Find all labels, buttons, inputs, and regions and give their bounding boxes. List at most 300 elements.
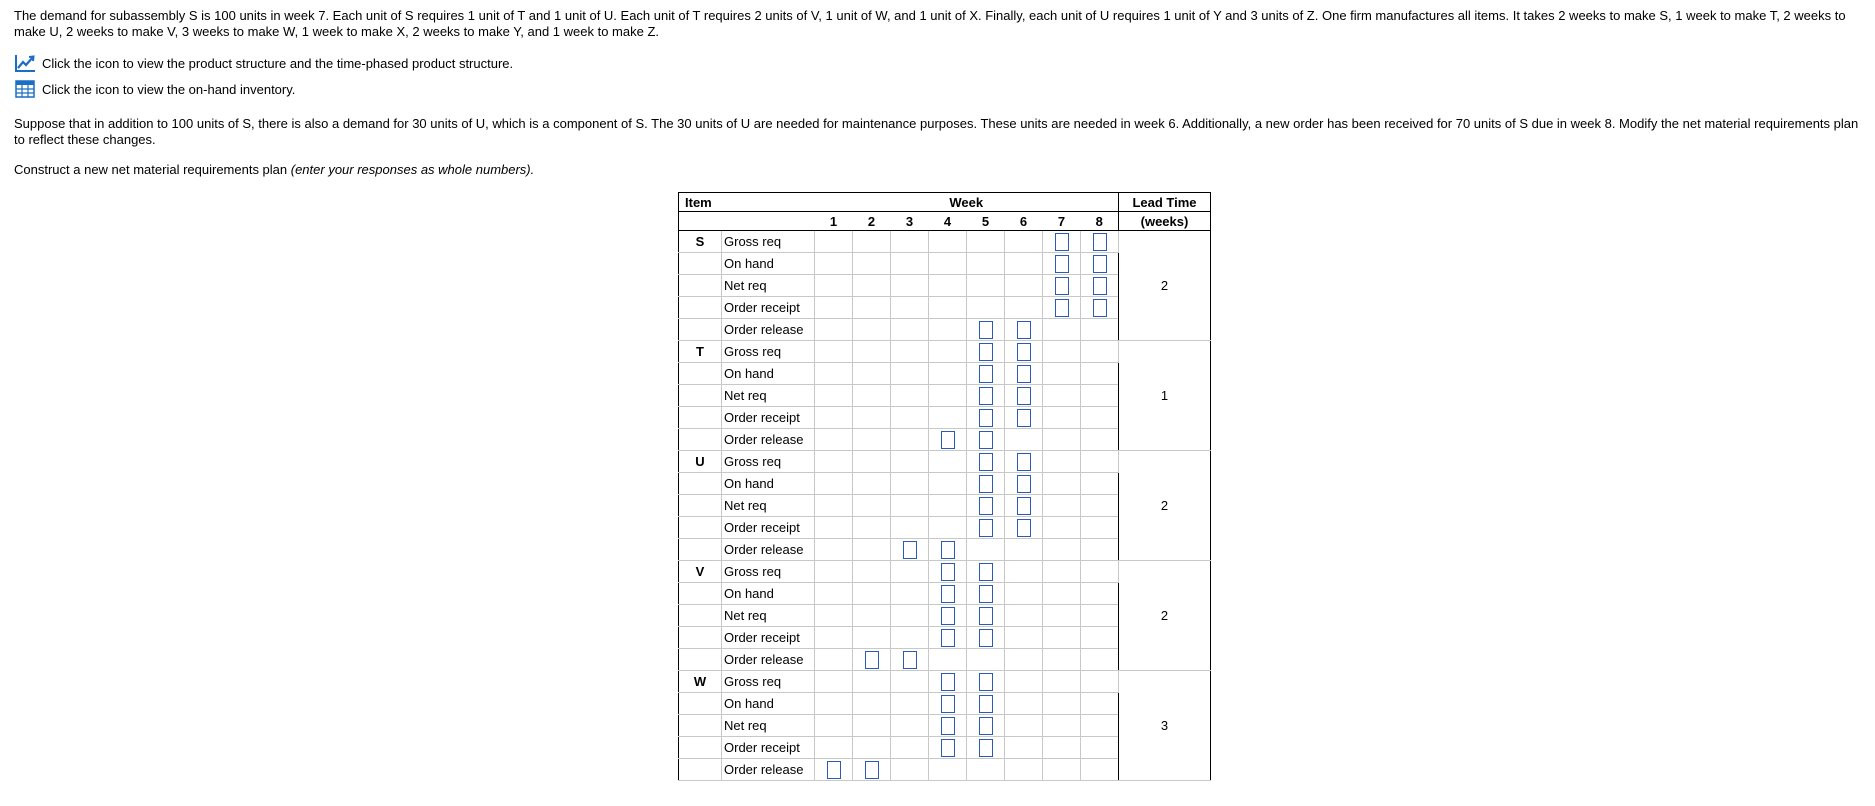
week-cell-5 bbox=[967, 737, 1005, 759]
week-cell-6 bbox=[1005, 561, 1043, 583]
week-cell-5 bbox=[967, 539, 1005, 561]
week-cell-2 bbox=[853, 539, 891, 561]
answer-input-t-net-req-week-6[interactable] bbox=[1017, 387, 1031, 405]
week-cell-8 bbox=[1081, 407, 1119, 429]
week-header-3: 3 bbox=[891, 212, 929, 231]
week-cell-1 bbox=[815, 561, 853, 583]
lead-time-t: 1 bbox=[1119, 341, 1211, 451]
week-cell-5 bbox=[967, 231, 1005, 253]
mrp-row-w-gross-req bbox=[679, 671, 1211, 693]
week-cell-5 bbox=[967, 275, 1005, 297]
answer-input-s-gross-req-week-8[interactable] bbox=[1093, 233, 1107, 251]
week-cell-7 bbox=[1043, 715, 1081, 737]
answer-input-w-net-req-week-4[interactable] bbox=[941, 717, 955, 735]
week-cell-4 bbox=[929, 407, 967, 429]
week-cell-8 bbox=[1081, 297, 1119, 319]
week-cell-6 bbox=[1005, 627, 1043, 649]
week-cell-7 bbox=[1043, 605, 1081, 627]
week-cell-5 bbox=[967, 341, 1005, 363]
item-name-t: T bbox=[679, 341, 722, 363]
answer-input-u-on-hand-week-5[interactable] bbox=[979, 475, 993, 493]
week-cell-7 bbox=[1043, 231, 1081, 253]
week-cell-8 bbox=[1081, 517, 1119, 539]
week-cell-5 bbox=[967, 649, 1005, 671]
row-label: Net req bbox=[722, 385, 815, 407]
item-name-spacer bbox=[679, 495, 722, 517]
week-cell-4 bbox=[929, 429, 967, 451]
answer-input-v-on-hand-week-5[interactable] bbox=[979, 585, 993, 603]
week-cell-2 bbox=[853, 627, 891, 649]
answer-input-w-order-receipt-week-4[interactable] bbox=[941, 739, 955, 757]
row-label: Order receipt bbox=[722, 517, 815, 539]
week-cell-4 bbox=[929, 693, 967, 715]
week-cell-3 bbox=[891, 363, 929, 385]
week-cell-5 bbox=[967, 715, 1005, 737]
week-cell-2 bbox=[853, 319, 891, 341]
week-cell-5 bbox=[967, 407, 1005, 429]
week-cell-7 bbox=[1043, 385, 1081, 407]
week-cell-4 bbox=[929, 275, 967, 297]
item-name-v: V bbox=[679, 561, 722, 583]
week-cell-1 bbox=[815, 583, 853, 605]
week-cell-3 bbox=[891, 737, 929, 759]
week-cell-1 bbox=[815, 363, 853, 385]
week-cell-8 bbox=[1081, 275, 1119, 297]
answer-input-u-order-release-week-4[interactable] bbox=[941, 541, 955, 559]
answer-input-w-on-hand-week-4[interactable] bbox=[941, 695, 955, 713]
lead-time-v: 2 bbox=[1119, 561, 1211, 671]
week-cell-6 bbox=[1005, 231, 1043, 253]
week-cell-1 bbox=[815, 231, 853, 253]
week-cell-8 bbox=[1081, 363, 1119, 385]
answer-input-s-order-receipt-week-8[interactable] bbox=[1093, 299, 1107, 317]
table-grid-icon[interactable] bbox=[14, 79, 36, 99]
answer-input-t-order-receipt-week-5[interactable] bbox=[979, 409, 993, 427]
week-cell-5 bbox=[967, 319, 1005, 341]
week-cell-8 bbox=[1081, 495, 1119, 517]
week-cell-7 bbox=[1043, 649, 1081, 671]
week-cell-3 bbox=[891, 517, 929, 539]
week-cell-2 bbox=[853, 605, 891, 627]
week-header-5: 5 bbox=[967, 212, 1005, 231]
week-cell-5 bbox=[967, 363, 1005, 385]
week-cell-1 bbox=[815, 539, 853, 561]
week-cell-5 bbox=[967, 495, 1005, 517]
week-cell-3 bbox=[891, 715, 929, 737]
scenario-text: Suppose that in addition to 100 units of S, there is also a demand for 30 units of U, which is a component of S. The 30 units of U are needed for maintenance purposes. These units are needed in week 6. Additionally, a new order has been received for 70 units of S due in week 8. Modify the net material requirements plan to reflect these changes. bbox=[14, 116, 1859, 147]
week-cell-4 bbox=[929, 737, 967, 759]
week-cell-4 bbox=[929, 451, 967, 473]
answer-input-t-gross-req-week-6[interactable] bbox=[1017, 343, 1031, 361]
answer-input-t-order-receipt-week-6[interactable] bbox=[1017, 409, 1031, 427]
mrp-row-u-gross-req bbox=[679, 451, 1211, 473]
item-column-header: Item bbox=[679, 193, 815, 212]
item-name-spacer bbox=[679, 253, 722, 275]
row-label: Gross req bbox=[722, 451, 815, 473]
week-cell-6 bbox=[1005, 737, 1043, 759]
week-cell-4 bbox=[929, 759, 967, 781]
week-cell-1 bbox=[815, 715, 853, 737]
week-cell-7 bbox=[1043, 319, 1081, 341]
problem-statement: The demand for subassembly S is 100 units in week 7. Each unit of S requires 1 unit of T and 1 unit of U. Each unit of T requires 2 units of V, 1 unit of W, and 1 unit of X. Finally, each unit of U requires 1 unit of Y and 3 units of Z. One firm manufactures all items. It takes 2 weeks to make S, 1 week to make T, 2 weeks to make U, 2 weeks to make V, 3 weeks to make W, 1 week to make X, 2 weeks to make Y, and 1 week to make Z. bbox=[14, 8, 1846, 39]
week-cell-1 bbox=[815, 275, 853, 297]
answer-input-u-net-req-week-6[interactable] bbox=[1017, 497, 1031, 515]
week-cell-4 bbox=[929, 627, 967, 649]
week-cell-7 bbox=[1043, 253, 1081, 275]
item-name-spacer bbox=[679, 385, 722, 407]
item-name-spacer bbox=[679, 429, 722, 451]
row-label: Gross req bbox=[722, 231, 815, 253]
week-cell-1 bbox=[815, 517, 853, 539]
week-cell-1 bbox=[815, 737, 853, 759]
week-cell-3 bbox=[891, 275, 929, 297]
week-cell-4 bbox=[929, 473, 967, 495]
week-cell-1 bbox=[815, 341, 853, 363]
week-cell-2 bbox=[853, 473, 891, 495]
row-label: Gross req bbox=[722, 671, 815, 693]
row-label: Order receipt bbox=[722, 407, 815, 429]
week-cell-1 bbox=[815, 495, 853, 517]
week-cell-7 bbox=[1043, 275, 1081, 297]
item-name-u: U bbox=[679, 451, 722, 473]
week-cell-1 bbox=[815, 385, 853, 407]
answer-input-v-order-release-week-2[interactable] bbox=[865, 651, 879, 669]
week-cell-1 bbox=[815, 297, 853, 319]
week-cell-5 bbox=[967, 253, 1005, 275]
answer-input-u-order-receipt-week-5[interactable] bbox=[979, 519, 993, 537]
week-cell-4 bbox=[929, 253, 967, 275]
product-structure-link[interactable] bbox=[14, 53, 513, 73]
week-header-2: 2 bbox=[853, 212, 891, 231]
week-cell-1 bbox=[815, 605, 853, 627]
mrp-row-v-gross-req bbox=[679, 561, 1211, 583]
week-cell-8 bbox=[1081, 231, 1119, 253]
mrp-row-t-gross-req bbox=[679, 341, 1211, 363]
week-cell-6 bbox=[1005, 605, 1043, 627]
answer-input-t-order-release-week-5[interactable] bbox=[979, 431, 993, 449]
week-cell-5 bbox=[967, 583, 1005, 605]
week-cell-4 bbox=[929, 715, 967, 737]
week-cell-3 bbox=[891, 473, 929, 495]
week-cell-2 bbox=[853, 649, 891, 671]
answer-input-v-order-receipt-week-5[interactable] bbox=[979, 629, 993, 647]
week-cell-2 bbox=[853, 451, 891, 473]
lead-time-units-header: (weeks) bbox=[1119, 212, 1211, 231]
week-cell-3 bbox=[891, 385, 929, 407]
week-cell-2 bbox=[853, 363, 891, 385]
week-cell-4 bbox=[929, 363, 967, 385]
item-header-spacer bbox=[679, 212, 815, 231]
item-name-spacer bbox=[679, 473, 722, 495]
week-cell-3 bbox=[891, 671, 929, 693]
week-cell-7 bbox=[1043, 737, 1081, 759]
week-cell-8 bbox=[1081, 715, 1119, 737]
week-cell-4 bbox=[929, 561, 967, 583]
week-cell-6 bbox=[1005, 341, 1043, 363]
on-hand-inventory-link[interactable] bbox=[14, 79, 295, 99]
week-cell-1 bbox=[815, 671, 853, 693]
on-hand-inventory-link-text: Click the icon to view the on-hand inventory. bbox=[42, 81, 296, 97]
answer-input-t-net-req-week-5[interactable] bbox=[979, 387, 993, 405]
answer-input-v-order-receipt-week-4[interactable] bbox=[941, 629, 955, 647]
week-cell-5 bbox=[967, 759, 1005, 781]
row-label: On hand bbox=[722, 253, 815, 275]
item-name-spacer bbox=[679, 715, 722, 737]
week-cell-4 bbox=[929, 539, 967, 561]
week-header-7: 7 bbox=[1043, 212, 1081, 231]
answer-input-w-order-receipt-week-5[interactable] bbox=[979, 739, 993, 757]
week-cell-8 bbox=[1081, 341, 1119, 363]
answer-input-u-gross-req-week-6[interactable] bbox=[1017, 453, 1031, 471]
week-cell-7 bbox=[1043, 517, 1081, 539]
item-name-spacer bbox=[679, 627, 722, 649]
week-cell-3 bbox=[891, 253, 929, 275]
item-name-spacer bbox=[679, 649, 722, 671]
week-cell-3 bbox=[891, 297, 929, 319]
week-cell-7 bbox=[1043, 539, 1081, 561]
week-cell-1 bbox=[815, 451, 853, 473]
week-cell-2 bbox=[853, 429, 891, 451]
week-cell-5 bbox=[967, 693, 1005, 715]
week-cell-2 bbox=[853, 253, 891, 275]
row-label: Order receipt bbox=[722, 737, 815, 759]
row-label: Order release bbox=[722, 539, 815, 561]
week-cell-6 bbox=[1005, 539, 1043, 561]
week-cell-7 bbox=[1043, 671, 1081, 693]
week-cell-4 bbox=[929, 297, 967, 319]
week-cell-5 bbox=[967, 627, 1005, 649]
week-cell-2 bbox=[853, 341, 891, 363]
week-cell-2 bbox=[853, 275, 891, 297]
answer-input-u-on-hand-week-6[interactable] bbox=[1017, 475, 1031, 493]
row-label: Net req bbox=[722, 495, 815, 517]
item-name-spacer bbox=[679, 297, 722, 319]
week-cell-1 bbox=[815, 473, 853, 495]
week-cell-3 bbox=[891, 583, 929, 605]
week-cell-6 bbox=[1005, 275, 1043, 297]
week-cell-2 bbox=[853, 737, 891, 759]
answer-input-w-net-req-week-5[interactable] bbox=[979, 717, 993, 735]
line-chart-icon[interactable] bbox=[14, 53, 36, 73]
week-cell-5 bbox=[967, 473, 1005, 495]
answer-input-u-order-receipt-week-6[interactable] bbox=[1017, 519, 1031, 537]
week-cell-5 bbox=[967, 561, 1005, 583]
week-cell-8 bbox=[1081, 737, 1119, 759]
answer-input-w-gross-req-week-4[interactable] bbox=[941, 673, 955, 691]
week-cell-3 bbox=[891, 319, 929, 341]
item-name-spacer bbox=[679, 759, 722, 781]
answer-input-v-net-req-week-5[interactable] bbox=[979, 607, 993, 625]
week-cell-1 bbox=[815, 759, 853, 781]
week-cell-8 bbox=[1081, 473, 1119, 495]
week-cell-2 bbox=[853, 517, 891, 539]
week-cell-8 bbox=[1081, 649, 1119, 671]
item-name-spacer bbox=[679, 737, 722, 759]
week-cell-6 bbox=[1005, 451, 1043, 473]
row-label: Net req bbox=[722, 275, 815, 297]
answer-input-s-order-release-week-6[interactable] bbox=[1017, 321, 1031, 339]
week-cell-6 bbox=[1005, 649, 1043, 671]
week-cell-7 bbox=[1043, 429, 1081, 451]
answer-input-t-order-release-week-4[interactable] bbox=[941, 431, 955, 449]
week-cell-6 bbox=[1005, 429, 1043, 451]
row-label: Gross req bbox=[722, 341, 815, 363]
item-name-w: W bbox=[679, 671, 722, 693]
week-cell-4 bbox=[929, 385, 967, 407]
week-cell-8 bbox=[1081, 759, 1119, 781]
week-cell-6 bbox=[1005, 495, 1043, 517]
week-cell-2 bbox=[853, 715, 891, 737]
week-cell-7 bbox=[1043, 407, 1081, 429]
week-cell-8 bbox=[1081, 253, 1119, 275]
week-cell-3 bbox=[891, 495, 929, 517]
week-cell-1 bbox=[815, 319, 853, 341]
answer-input-v-order-release-week-3[interactable] bbox=[903, 651, 917, 669]
row-label: Order release bbox=[722, 319, 815, 341]
answer-input-w-on-hand-week-5[interactable] bbox=[979, 695, 993, 713]
row-label: Gross req bbox=[722, 561, 815, 583]
week-cell-1 bbox=[815, 693, 853, 715]
week-cell-2 bbox=[853, 583, 891, 605]
week-cell-7 bbox=[1043, 363, 1081, 385]
week-cell-4 bbox=[929, 341, 967, 363]
week-cell-3 bbox=[891, 539, 929, 561]
week-cell-6 bbox=[1005, 583, 1043, 605]
week-cell-7 bbox=[1043, 297, 1081, 319]
week-cell-3 bbox=[891, 649, 929, 671]
week-cell-3 bbox=[891, 429, 929, 451]
answer-input-s-on-hand-week-8[interactable] bbox=[1093, 255, 1107, 273]
row-label: Order receipt bbox=[722, 627, 815, 649]
row-label: On hand bbox=[722, 583, 815, 605]
answer-input-v-on-hand-week-4[interactable] bbox=[941, 585, 955, 603]
week-cell-2 bbox=[853, 231, 891, 253]
week-cell-2 bbox=[853, 385, 891, 407]
lead-time-s: 2 bbox=[1119, 231, 1211, 341]
week-cell-5 bbox=[967, 429, 1005, 451]
week-cell-1 bbox=[815, 429, 853, 451]
week-cell-4 bbox=[929, 583, 967, 605]
answer-input-s-net-req-week-7[interactable] bbox=[1055, 277, 1069, 295]
item-name-spacer bbox=[679, 583, 722, 605]
answer-input-s-order-receipt-week-7[interactable] bbox=[1055, 299, 1069, 317]
week-cell-1 bbox=[815, 627, 853, 649]
week-cell-6 bbox=[1005, 759, 1043, 781]
week-cell-3 bbox=[891, 451, 929, 473]
week-cell-7 bbox=[1043, 451, 1081, 473]
answer-input-u-order-release-week-3[interactable] bbox=[903, 541, 917, 559]
lead-time-header: Lead Time bbox=[1119, 193, 1211, 212]
week-cell-7 bbox=[1043, 561, 1081, 583]
instruction-main: Construct a new net material requirements plan bbox=[14, 162, 291, 177]
week-cell-5 bbox=[967, 451, 1005, 473]
week-cell-6 bbox=[1005, 319, 1043, 341]
week-cell-7 bbox=[1043, 473, 1081, 495]
week-cell-6 bbox=[1005, 517, 1043, 539]
answer-input-w-order-release-week-1[interactable] bbox=[827, 761, 841, 779]
week-header-8: 8 bbox=[1081, 212, 1119, 231]
answer-input-t-on-hand-week-5[interactable] bbox=[979, 365, 993, 383]
week-cell-2 bbox=[853, 407, 891, 429]
answer-input-t-gross-req-week-5[interactable] bbox=[979, 343, 993, 361]
item-name-spacer bbox=[679, 605, 722, 627]
answer-input-v-net-req-week-4[interactable] bbox=[941, 607, 955, 625]
week-cell-3 bbox=[891, 341, 929, 363]
item-name-spacer bbox=[679, 319, 722, 341]
week-cell-2 bbox=[853, 297, 891, 319]
row-label: Net req bbox=[722, 605, 815, 627]
answer-input-w-gross-req-week-5[interactable] bbox=[979, 673, 993, 691]
week-cell-3 bbox=[891, 407, 929, 429]
answer-input-v-gross-req-week-5[interactable] bbox=[979, 563, 993, 581]
week-cell-2 bbox=[853, 561, 891, 583]
week-cell-6 bbox=[1005, 253, 1043, 275]
week-cell-1 bbox=[815, 253, 853, 275]
row-label: On hand bbox=[722, 363, 815, 385]
instruction-hint: (enter your responses as whole numbers). bbox=[290, 162, 535, 177]
week-cell-2 bbox=[853, 759, 891, 781]
week-header-4: 4 bbox=[929, 212, 967, 231]
week-cell-4 bbox=[929, 649, 967, 671]
week-cell-8 bbox=[1081, 583, 1119, 605]
week-cell-4 bbox=[929, 671, 967, 693]
row-label: Order release bbox=[722, 429, 815, 451]
week-cell-7 bbox=[1043, 495, 1081, 517]
week-cell-6 bbox=[1005, 363, 1043, 385]
item-name-spacer bbox=[679, 363, 722, 385]
row-label: Order release bbox=[722, 649, 815, 671]
answer-input-s-on-hand-week-7[interactable] bbox=[1055, 255, 1069, 273]
week-cell-3 bbox=[891, 605, 929, 627]
week-cell-6 bbox=[1005, 715, 1043, 737]
answer-input-s-net-req-week-8[interactable] bbox=[1093, 277, 1107, 295]
instruction-text bbox=[14, 162, 1864, 178]
week-cell-8 bbox=[1081, 627, 1119, 649]
week-cell-3 bbox=[891, 561, 929, 583]
week-cell-8 bbox=[1081, 429, 1119, 451]
lead-time-u: 2 bbox=[1119, 451, 1211, 561]
week-header-6: 6 bbox=[1005, 212, 1043, 231]
week-cell-3 bbox=[891, 759, 929, 781]
answer-input-u-gross-req-week-5[interactable] bbox=[979, 453, 993, 471]
week-cell-3 bbox=[891, 627, 929, 649]
week-cell-1 bbox=[815, 407, 853, 429]
week-cell-3 bbox=[891, 693, 929, 715]
item-name-spacer bbox=[679, 693, 722, 715]
lead-time-w: 3 bbox=[1119, 671, 1211, 781]
week-cell-8 bbox=[1081, 539, 1119, 561]
week-cell-6 bbox=[1005, 693, 1043, 715]
answer-input-s-gross-req-week-7[interactable] bbox=[1055, 233, 1069, 251]
mrp-table bbox=[678, 192, 1211, 781]
week-cell-5 bbox=[967, 517, 1005, 539]
week-cell-5 bbox=[967, 385, 1005, 407]
answer-input-w-order-release-week-2[interactable] bbox=[865, 761, 879, 779]
product-structure-link-text: Click the icon to view the product structure and the time-phased product structure. bbox=[42, 55, 514, 71]
week-cell-4 bbox=[929, 319, 967, 341]
row-label: On hand bbox=[722, 693, 815, 715]
answer-input-v-gross-req-week-4[interactable] bbox=[941, 563, 955, 581]
week-cell-8 bbox=[1081, 451, 1119, 473]
week-cell-7 bbox=[1043, 583, 1081, 605]
week-cell-3 bbox=[891, 231, 929, 253]
answer-input-t-on-hand-week-6[interactable] bbox=[1017, 365, 1031, 383]
answer-input-u-net-req-week-5[interactable] bbox=[979, 497, 993, 515]
week-column-header: Week bbox=[815, 193, 1119, 212]
week-cell-8 bbox=[1081, 605, 1119, 627]
week-cell-1 bbox=[815, 649, 853, 671]
answer-input-s-order-release-week-5[interactable] bbox=[979, 321, 993, 339]
